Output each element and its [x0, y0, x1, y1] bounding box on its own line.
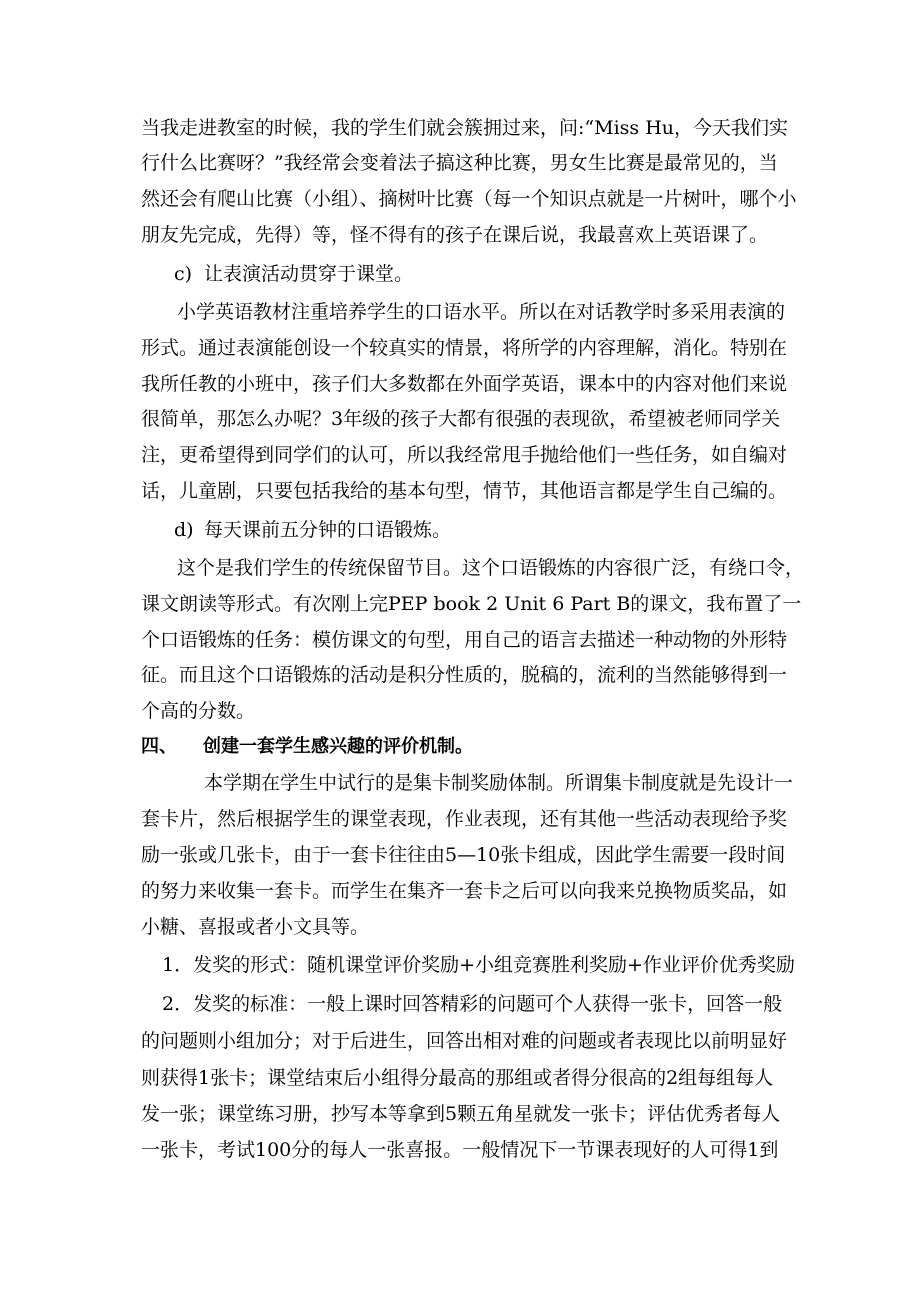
text-line: 的问题则小组加分；对于后进生，回答出相对难的问题或者表现比以前明显好: [141, 1030, 788, 1052]
text-line: 征。而且这个口语锻炼的活动是积分性质的，脱稿的，流利的当然能够得到一: [141, 664, 788, 686]
text-line: 发一张；课堂练习册，抄写本等拿到5颗五角星就发一张卡；评估优秀者每人: [141, 1103, 781, 1125]
list-marker: d): [174, 519, 194, 541]
text-line: 这个是我们学生的传统保留节目。这个口语锻炼的内容很广泛，有绕口令，: [177, 557, 805, 579]
text-line: 本学期在学生中试行的是集卡制奖励体制。所谓集卡制度就是先设计一: [204, 772, 794, 794]
text-line: 则获得1张卡；课堂结束后小组得分最高的那组或者得分很高的2组每组每人: [141, 1067, 774, 1089]
section-title: 创建一套学生感兴趣的评价机制。: [203, 736, 473, 757]
numbered-point: 2．发奖的标准：一般上课时回答精彩的问题可个人获得一张卡，回答一般: [162, 993, 783, 1015]
text-line: 课文朗读等形式。有次刚上完PEP book 2 Unit 6 Part B的课文，我布置了一: [141, 593, 802, 615]
list-marker: c): [174, 263, 193, 285]
text-line: 个口语锻炼的任务：模仿课文的句型，用自己的语言去描述一种动物的外形特: [141, 629, 788, 651]
text-line: 一张卡，考试100分的每人一张喜报。一般情况下一节课表现好的人可得1到: [141, 1139, 779, 1161]
text-line: 个高的分数。: [141, 700, 256, 722]
text-line: 小糖、喜报或者小文具等。: [141, 916, 370, 938]
text-line: 当我走进教室的时候，我的学生们就会簇拥过来，问:“Miss Hu，今天我们实: [141, 117, 788, 139]
text-line: 的努力来收集一套卡。而学生在集齐一套卡之后可以向我来兑换物质奖品，如: [141, 880, 788, 902]
subheading: 让表演活动贯穿于课堂。: [204, 263, 414, 285]
text-line: 小学英语教材注重培养学生的口语水平。所以在对话教学时多采用表演的: [177, 301, 786, 323]
text-line: 然还会有爬山比赛（小组）、摘树叶比赛（每一个知识点就是一片树叶，哪个小: [141, 188, 797, 210]
text-line: 励一张或几张卡，由于一套卡往往由5—10张卡组成，因此学生需要一段时间: [141, 844, 786, 866]
text-line: 套卡片，然后根据学生的课堂表现，作业表现，还有其他一些活动表现给予奖: [141, 808, 788, 830]
text-line: 行什么比赛呀？”我经常会变着法子搞这种比赛，男女生比赛是最常见的，当: [141, 152, 778, 174]
section-heading: [141, 732, 473, 762]
text-line: 注，更希望得到同学们的认可，所以我经常甩手抛给他们一些任务，如自编对: [141, 444, 788, 466]
numbered-point: 1．发奖的形式：随机课堂评价奖励+小组竞赛胜利奖励+作业评价优秀奖励: [162, 954, 795, 976]
text-line: 朋友先完成，先得）等，怪不得有的孩子在课后说，我最喜欢上英语课了。: [141, 224, 769, 246]
section-number: 四、: [141, 736, 177, 757]
text-line: 话，儿童剧，只要包括我给的基本句型，情节，其他语言都是学生自己编的。: [141, 480, 788, 502]
text-line: 我所任教的小班中，孩子们大多数都在外面学英语，课本中的内容对他们来说: [141, 373, 788, 395]
subheading: 每天课前五分钟的口语锻炼。: [204, 519, 452, 541]
text-line: 很简单，那怎么办呢？3年级的孩子大都有很强的表现欲，希望被老师同学关: [141, 408, 781, 430]
text-line: 形式。通过表演能创设一个较真实的情景，将所学的内容理解，消化。特别在: [141, 337, 788, 359]
